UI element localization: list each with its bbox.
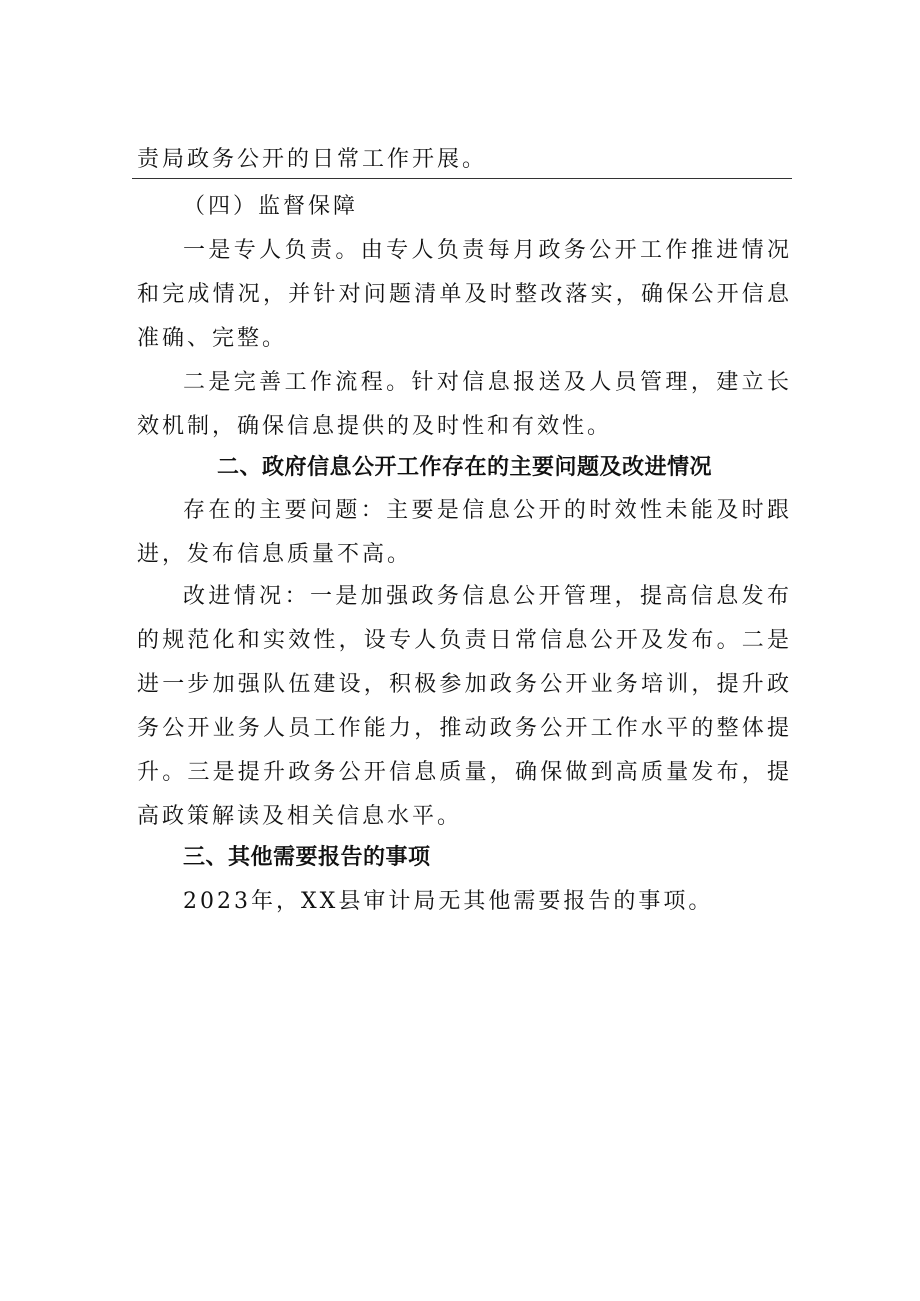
paragraph-main-problems: 存在的主要问题：主要是信息公开的时效性未能及时跟进，发布信息质量不高。	[137, 498, 792, 567]
paragraph-dedicated-responsibility: 一是专人负责。由专人负责每月政务公开工作推进情况和完成情况，并针对问题清单及时整改落实，确保公开信息准确、完整。	[137, 238, 792, 351]
section-heading-problems: 二、政府信息公开工作存在的主要问题及改进情况	[216, 455, 712, 480]
paragraph-workflow: 二是完善工作流程。针对信息报送及人员管理，建立长效机制，确保信息提供的及时性和有效性。	[137, 370, 792, 439]
section-heading-other-matters: 三、其他需要报告的事项	[183, 845, 431, 870]
carry-over-line: 责局政务公开的日常工作开展。	[137, 147, 488, 172]
paragraph-improvements: 改进情况：一是加强政务信息公开管理，提高信息发布的规范化和实效性，设专人负责日常信息公开及发布。二是进一步加强队伍建设，积极参加政务公开业务培训，提升政务公开业务人员工作能力，推动政务公开工作水平的整体提升。三是提升政务公开信息质量，确保做到高质量发布，提高政策解读及相关信息水平。	[137, 584, 792, 829]
paragraph-other-matters: 2023年，XX县审计局无其他需要报告的事项。	[183, 889, 714, 914]
header-divider	[132, 178, 792, 179]
subsection-heading-supervision: （四）监督保障	[183, 194, 359, 219]
